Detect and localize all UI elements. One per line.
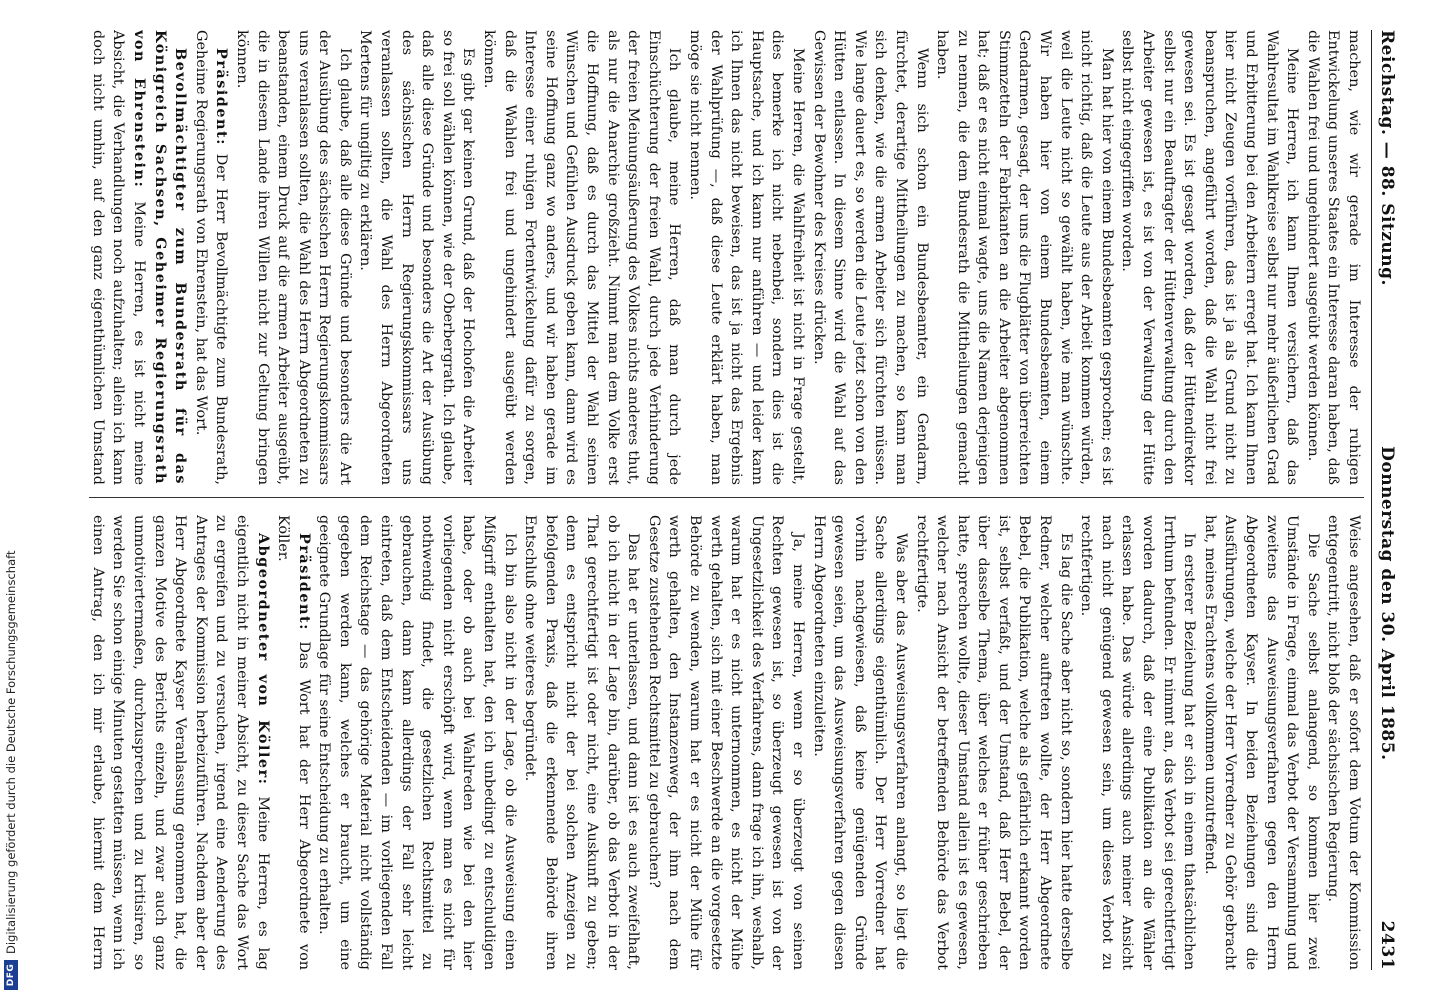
- digitization-notice: [0, 0, 22, 1000]
- left-text-column: [89, 30, 1364, 485]
- speech-paragraph: [89, 30, 190, 485]
- body-paragraph: Die Sache selbst anlangend, so kommen hier zwei Umstände in Frage, einmal das Verbot der Versammlung und zweitens das Ausweisungsverfahren gegen den Herrn Abgeordneten Kayser. In beiden Beziehungen sind die Ausführungen, welche der Herr Vorredner zu Gehör gebracht hat, meines Erachtens vollkommen unzutreffend.: [1201, 515, 1321, 970]
- running-header: [1371, 30, 1402, 970]
- body-paragraph: machen, wie wir gerade im Interesse der ruhigen Entwickelung unseres Staates ein Interesse daran haben, daß die Wahlen frei und ungehindert ausgeübt werden können.: [1304, 30, 1362, 485]
- page-number: 2431: [1377, 920, 1397, 970]
- speech-paragraph: [190, 30, 231, 485]
- right-text-column: [89, 515, 1364, 970]
- body-paragraph: Ja, meine Herren, wenn er so überzeugt von seinen Rechten gewesen ist, so überzeugt gewesen ist von der Ungesetzlichkeit des Verfahrens, dann frage ich ihn, weshalb, warum hat er es nicht unternommen, es nicht der Mühe werth gehalten, sich mit einer Beschwerde an die vorgesetzte Behörde zu wenden, warum hat er es nicht der Mühe für werth gehalten, den Instanzenweg, der ihm nach dem Gesetze zustehenden Rechtsmittel zu gebrauchen?: [645, 515, 806, 970]
- body-paragraph: In ersterer Beziehung hat er sich in einem thatsächlichen Irrthum befunden. Er nimmt an, das Verbot sei gerechtfertigt worden dadurch, daß der eine Publikation an die Wähler erlassen habe. Das würde allerdings auch meiner Ansicht nach nicht genügend gewesen sein, um dieses Verbot zu rechtfertigen.: [1078, 515, 1198, 970]
- speech-paragraph: [273, 515, 314, 970]
- digitization-notice-text: Digitalisierung gefördert durch die Deutsche Forschungsgemeinschaft: [4, 550, 18, 954]
- body-paragraph: Es lag die Sache aber nicht so, sondern hier hatte derselbe Redner, welcher auftreten wollte, der Herr Abgeordnete Bebel, die Publikation, welche als gefährlich erkannt worden ist, selbst verfaßt, und der Umstand, daß Herr Bebel, der über dasselbe Thema, über welches er früher geschrieben hatte, sprechen wollte, dieser Umstand allein ist es gewesen, welcher nach Ansicht der betreffenden Behörde das Verbot rechtfertigte.: [913, 515, 1074, 970]
- dfg-logo-icon: DFG: [4, 960, 18, 990]
- speech-paragraph: [89, 515, 273, 970]
- speech-text: Der Herr Bevollmächtigte zum Bundesrath, Geheime Regierungsrath von Ehrenstein, hat das Wort.: [192, 30, 230, 485]
- speech-text: Das Wort hat der Herr Abgeordnete von Köller.: [275, 515, 312, 970]
- body-paragraph: Meine Herren, die Wahlfreiheit ist nicht in Frage gestellt, dies bemerke ich nicht nebenbei, sondern dies ist die Hauptsache, und ich kann nur anführen — und leider kann ich Ihnen das nicht beweisen, das ist ja nicht das Ergebnis der Wahlprüfung —, daß diese Leute erklärt haben, man möge sie nicht nennen.: [687, 30, 806, 485]
- body-paragraph: Ich glaube, daß alle diese Gründe und besonders die Art der Ausübung des sächsischen Herrn Regierungskommissars uns veranlassen sollten, die Wahl des Herrn Abgeordneten zu beanstanden, einem Druck auf die armen Arbeiter ausgeübt, die in diesem Lande ihren Willen nicht zur Geltung bringen können.: [233, 30, 353, 485]
- body-paragraph: Man hat hier von einem Bundesbeamten gesprochen; es ist nicht richtig, daß die Leute aus der Arbeit kommen würden, weil die Leute nicht so gewählt haben, wie man wünschte. Wir haben hier von einem Bundesbeamten, einem Gendarmen, gesagt, der uns die Flugblätter von überreichten Stimmzetteln der Fabrikanten an die Arbeiter abgenommen hat; daß er es nicht einmal wagte, uns die Namen derjenigen zu nennen, die dem Bundesrath die Mittheilungen gemacht haben.: [934, 30, 1115, 485]
- speaker-name: Präsident:: [295, 533, 313, 631]
- body-paragraph: Was aber das Ausweisungsverfahren anlangt, so liegt die Sache allerdings eigenthümlich. Der Herr Vorredner hat vorhin nachgewiesen, daß keine genügenden Gründe gewesen seien, um das Ausweisungsverfahren gegen diesen Herrn Abgeordneten einzuleiten.: [810, 515, 909, 970]
- body-paragraph: Weise angesehen, daß er sofort dem Votum der Kommission entgegentritt, nicht bloß der sächsischen Regierung.: [1325, 515, 1362, 970]
- header-date: Donnerstag den 30. April 1885.: [1377, 446, 1397, 761]
- rotated-page-content: [82, 0, 1412, 1000]
- body-paragraph: Es gibt gar keinen Grund, daß der Hochofen die Arbeiter so frei soll wählen können, wie der Oberbergrath. Ich glaube, daß alle diese Gründe und besonders die Art der Ausübung des sächsischen Herrn Regierungskommissars uns veranlassen sollten, die Wahl des Herrn Abgeordneten Mertens für ungiltig zu erklären.: [357, 30, 477, 485]
- body-paragraph: Wenn sich schon ein Bundesbeamter, ein Gendarm, fürchtet, derartige Mittheilungen zu machen, so kann man sich denken, wie die armen Arbeiter sich fürchten müssen. Wie lange dauert es, so werden die Leute jetzt schon von den Hütten entlassen. In diesem Sinne wird die Wahl auf das Gewissen der Bewohner des Kreises drücken.: [810, 30, 930, 485]
- body-paragraph: Ich glaube, meine Herren, daß man durch jede Einschüchterung der freien Wahl, durch jede Verhinderung der freien Meinungsäußerung des Volkes nichts anderes thut, als nur die Anarchie großzieht. Nimmt man dem Volke erst die Hoffnung, daß es durch das Mittel der Wahl seinen Wünschen und Gefühlen Ausdruck geben kann, dann wird es seine Hoffnung ganz wo anders, und wir haben gerade im Interesse einer ruhigen Fortentwickelung dafür zu sorgen, daß die Wahlen frei und ungehindert ausgeübt werden können.: [481, 30, 683, 485]
- speaker-name: Abgeordneter von Köller:: [254, 533, 272, 786]
- speaker-name: Bevollmächtigter zum Bundesrath für das Königreich Sachsen, Geheimer Regierungsrath von Ehrenstein:: [130, 30, 190, 485]
- body-paragraph: Meine Herren, ich kann Ihnen versichern, daß das Wahlresultat im Wahlkreise selbst nur mehr äußerlichen Grad und Erbitterung bei den Arbeitern erregt hat. Ich kann Ihnen hier nicht Zeugen vorführen, das ist ja als Grund nicht zu beanspruchen, angeführt worden, daß die Wahl nicht frei gewesen sei. Es ist gesagt worden, daß der Hüttendirektor selbst nur ein Beauftragter der Hüttenverwaltung durch den Arbeiter gewesen ist, es ist von der Verwaltung der Hütte selbst nicht eingegriffen worden.: [1119, 30, 1301, 485]
- speech-text: Meine Herren, es lag eigentlich nicht in meiner Absicht, zu dieser Sache das Wort zu ergreifen und zu versuchen, irgend eine Aenderung des Antrages der Kommission herbeizuführen. Nachdem aber der Herr Abgeordnete Kayser Veranlassung genommen hat, die ganzen Motive des Berichts einzeln, und zwar auch ganz unmotiviertermaßen, durchzusprechen und zu kritisiren, so werden Sie schon einige Minuten gestatten müssen, wenn ich einen Antrag, den ich mir erlaube, hiermit dem Herrn: [89, 515, 271, 970]
- speaker-name: Präsident:: [213, 48, 231, 146]
- speech-text: Meine Herren, es ist nicht meine Absicht, die Verhandlungen noch aufzuhalten; allein ich kann doch nicht umhin, auf den ganz eigenthümlichen Umstand: [89, 30, 147, 485]
- body-paragraph: Das hat er unterlassen, und dann ist es auch zweifelhaft, ob ich nicht in der Lage bin, darüber, ob das Verbot in der That gerechtfertigt ist oder nicht, eine Auskunft zu geben; denn es entspricht nicht der bei solchen Anzeigen zu befolgenden Praxis, daß die erkennende Behörde ihren Entschluß ohne weiteres begründet.: [522, 515, 642, 970]
- column-divider: [89, 497, 1364, 498]
- header-left: Reichstag. — 88. Sitzung.: [1377, 30, 1397, 286]
- body-paragraph: Ich bin also nicht in der Lage, ob die Ausweisung einen Mißgriff enthalten hat, den ich unbedingt zu entschuldigen habe, oder ob auch bei Wahlreden wie bei den hier vorliegenden nicht erschöpft wird, wenn man es nicht für nothwendig findet, die gesetzlichen Rechtsmittel zu gebrauchen, dann kann allerdings der Fall sehr leicht eintreten, daß dem Entscheidenden — im vorliegenden Fall dem Reichstage — das gehörige Material nicht vollständig gegeben werden kann, welches er braucht, um eine geeignete Grundlage für seine Entscheidung zu erhalten.: [316, 515, 518, 970]
